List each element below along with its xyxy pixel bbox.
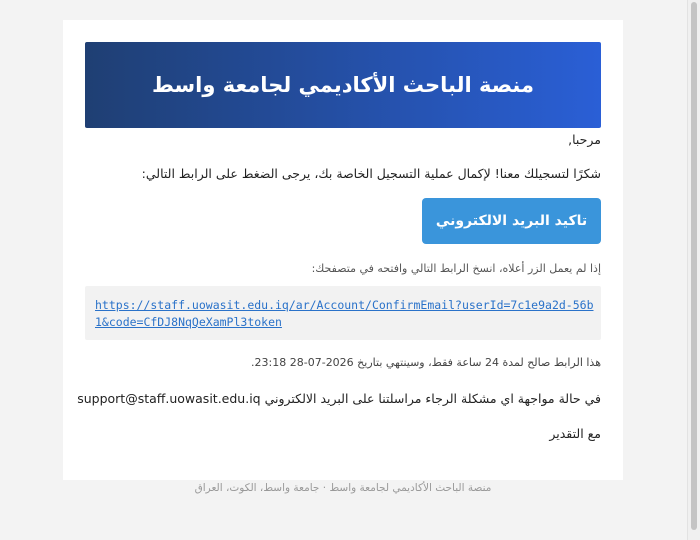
scrollbar-thumb[interactable] xyxy=(691,2,697,530)
confirm-email-button-label: تاكيد البريد الالكتروني xyxy=(435,213,588,229)
email-card xyxy=(63,20,623,480)
vertical-scrollbar[interactable] xyxy=(687,0,700,540)
support-text: في حالة مواجهة اي مشكلة الرجاء مراسلتنا على البريد الالكتروني support@staff.uowasit.edu.iq xyxy=(77,391,601,406)
validity-text: هذا الرابط صالح لمدة 24 ساعة فقط، وسينتهي بتاريخ 2026-07-28 23:18. xyxy=(251,356,601,369)
banner-title: منصة الباحث الأكاديمي لجامعة واسط xyxy=(152,73,534,97)
thanks-text: شكرًا لتسجيلك معنا! لإكمال عملية التسجيل الخاصة بك، يرجى الضغط على الرابط التالي: xyxy=(141,166,601,181)
confirm-email-button[interactable] xyxy=(422,198,601,244)
email-banner xyxy=(85,42,601,128)
confirm-link-box xyxy=(85,286,601,340)
email-footer: منصة الباحث الأكاديمي لجامعة واسط · جامعة واسط، الكوت، العراق xyxy=(194,482,492,494)
regards-text: مع التقدير xyxy=(549,426,601,441)
fallback-text: إذا لم يعمل الزر أعلاه، انسخ الرابط التالي وافتحه في متصفحك: xyxy=(311,262,601,275)
confirm-link[interactable]: https://staff.uowasit.edu.iq/ar/Account/ConfirmEmail?userId=7c1e9a2d-56b1&code=CfDJ8NqQeXamPl3token xyxy=(95,298,594,329)
greeting-text: مرحبا, xyxy=(568,132,601,147)
